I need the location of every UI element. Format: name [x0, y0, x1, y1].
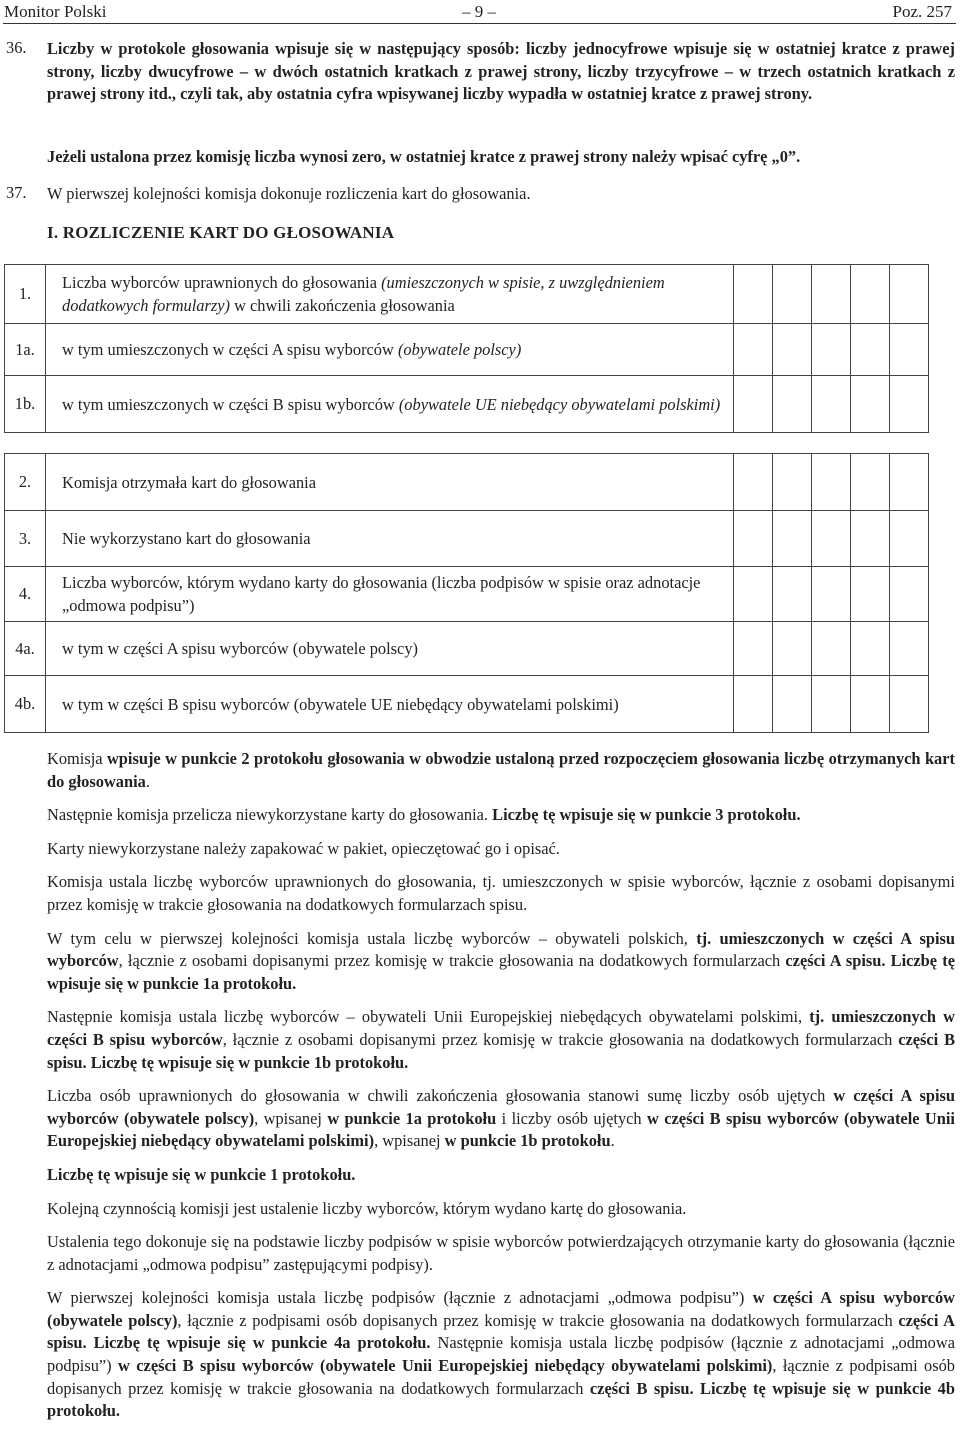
digit-box[interactable]: [890, 454, 929, 511]
ballots-table: [4, 453, 929, 733]
paragraph: Liczba osób uprawnionych do głosowania w chwili zakończenia głosowania stanowi sumę liczby osób ujętych w części A spisu wyborców (obywatele polscy), wpisanej w punkcie 1a protokołu i liczby osób ujętych w części B spisu wyborców (obywatele Unii Europejskiej niebędący obywatelami polskimi), wpisanej w punkcie 1b protokołu.: [47, 1086, 955, 1151]
digit-box[interactable]: [812, 622, 851, 676]
digit-box[interactable]: [734, 511, 773, 567]
digit-box[interactable]: [890, 511, 929, 567]
digit-box[interactable]: [734, 265, 773, 324]
digit-box[interactable]: [773, 622, 812, 676]
paragraph: Karty niewykorzystane należy zapakować w pakiet, opieczętować go i opisać.: [47, 838, 560, 858]
table-row: [5, 567, 929, 622]
digit-box[interactable]: [851, 622, 890, 676]
table-row: [5, 676, 929, 733]
table-row: [5, 454, 929, 511]
digit-box[interactable]: [734, 324, 773, 376]
paragraph: Ustalenia tego dokonuje się na podstawie liczby podpisów w spisie wyborców potwierdzających otrzymanie karty do głosowania (łącznie z adnotacjami „odmowa podpisu” zastępującymi podpisy).: [47, 1232, 955, 1274]
digit-box[interactable]: [812, 376, 851, 433]
digit-box[interactable]: [890, 324, 929, 376]
table-row: [5, 265, 929, 324]
table-row: [5, 511, 929, 567]
digit-box[interactable]: [773, 676, 812, 733]
row-label: Nie wykorzystano kart do głosowania: [46, 511, 734, 567]
row-number: 3.: [5, 511, 46, 567]
row-number: 4.: [5, 567, 46, 622]
row-label: Liczba wyborców, którym wydano karty do głosowania (liczba podpisów w spisie oraz adnotacje „odmowa podpisu”): [46, 567, 734, 622]
row-number: 1a.: [5, 324, 46, 376]
digit-box[interactable]: [851, 265, 890, 324]
paragraph: Następnie komisja ustala liczbę wyborców – obywateli Unii Europejskiej niebędących obywatelami polskimi, tj. umieszczonych w części B spisu wyborców, łącznie z osobami dopisanymi przez komisję w trakcie głosowania na dodatkowych formularzach części B spisu. Liczbę tę wpisuje się w punkcie 1b protokołu.: [47, 1007, 956, 1072]
paragraph: Komisja wpisuje w punkcie 2 protokołu głosowania w obwodzie ustaloną przed rozpoczęciem głosowania liczbę otrzymanych kart do głosowania.: [47, 749, 955, 791]
digit-box[interactable]: [851, 324, 890, 376]
instructions-body: [47, 748, 955, 1434]
digit-box[interactable]: [812, 567, 851, 622]
digit-box[interactable]: [773, 324, 812, 376]
digit-box[interactable]: [734, 622, 773, 676]
paragraph: Następnie komisja przelicza niewykorzystane karty do głosowania. Liczbę tę wpisuje się w punkcie 3 protokołu.: [47, 805, 801, 825]
journal-title: Monitor Polski: [4, 2, 107, 21]
digit-box[interactable]: [812, 324, 851, 376]
digit-box[interactable]: [851, 567, 890, 622]
paragraph: Liczbę tę wpisuje się w punkcie 1 protokołu.: [47, 1164, 356, 1184]
digit-box[interactable]: [890, 376, 929, 433]
page-number: – 9 –: [462, 2, 496, 21]
digit-box[interactable]: [851, 454, 890, 511]
row-label: w tym w części B spisu wyborców (obywatele UE niebędący obywatelami polskimi): [46, 676, 734, 733]
digit-box[interactable]: [851, 511, 890, 567]
item-37-number: 37.: [6, 183, 27, 202]
digit-box[interactable]: [734, 454, 773, 511]
paragraph: W tym celu w pierwszej kolejności komisja ustala liczbę wyborców – obywateli polskich, tj. umieszczonych w części A spisu wyborców, łącznie z osobami dopisanymi przez komisję w trakcie głosowania na dodatkowych formularzach części A spisu. Liczbę tę wpisuje się w punkcie 1a protokołu.: [47, 928, 956, 993]
row-number: 4a.: [5, 622, 46, 676]
digit-box[interactable]: [773, 376, 812, 433]
digit-box[interactable]: [773, 265, 812, 324]
digit-box[interactable]: [812, 454, 851, 511]
table-row: [5, 324, 929, 376]
digit-box[interactable]: [890, 265, 929, 324]
digit-box[interactable]: [851, 676, 890, 733]
row-number: 2.: [5, 454, 46, 511]
item-37-text: W pierwszej kolejności komisja dokonuje rozliczenia kart do głosowania.: [47, 184, 531, 203]
position-number: Poz. 257: [892, 2, 952, 21]
section-title: I. ROZLICZENIE KART DO GŁOSOWANIA: [47, 223, 395, 242]
row-label: w tym umieszczonych w części B spisu wyborców (obywatele UE niebędący obywatelami polskimi): [46, 376, 734, 433]
paragraph: Kolejną czynnością komisji jest ustalenie liczby wyborców, którym wydano kartę do głosowania.: [47, 1198, 687, 1218]
digit-box[interactable]: [812, 511, 851, 567]
paragraph: Komisja ustala liczbę wyborców uprawnionych do głosowania, tj. umieszczonych w spisie wyborców, łącznie z osobami dopisanymi przez komisję w trakcie głosowania na dodatkowych formularzach spisu.: [47, 872, 955, 914]
item-36-text: Liczby w protokole głosowania wpisuje się w następujący sposób: liczby jednocyfrowe wpisuje się w ostatniej kratce z prawej strony, liczby dwucyfrowe – w dwóch ostatnich kratkach z prawej strony, liczby trzycyfrowe – w trzech ostatnich kratkach z prawej strony itd., czyli tak, aby ostatnia cyfra wpisywanej liczby wypadła w ostatniej kratce z prawej strony.: [47, 39, 955, 103]
item-36-number: 36.: [6, 38, 27, 57]
row-number: 1.: [5, 265, 46, 324]
table-row: [5, 376, 929, 433]
row-number: 1b.: [5, 376, 46, 433]
digit-box[interactable]: [734, 567, 773, 622]
row-number: 4b.: [5, 676, 46, 733]
digit-box[interactable]: [734, 676, 773, 733]
digit-box[interactable]: [812, 265, 851, 324]
digit-box[interactable]: [890, 567, 929, 622]
digit-box[interactable]: [890, 622, 929, 676]
digit-box[interactable]: [773, 567, 812, 622]
item-36-zero-rule: Jeżeli ustalona przez komisję liczba wynosi zero, w ostatniej kratce z prawej strony należy wpisać cyfrę „0”.: [47, 147, 801, 166]
digit-box[interactable]: [734, 376, 773, 433]
digit-box[interactable]: [851, 376, 890, 433]
voters-table: [4, 264, 929, 433]
paragraph: W pierwszej kolejności komisja ustala liczbę podpisów (łącznie z adnotacjami „odmowa podpisu”) w części A spisu wyborców (obywatele polscy), łącznie z podpisami osób dopisanych przez komisję w trakcie głosowania na dodatkowych formularzach części A spisu. Liczbę tę wpisuje się w punkcie 4a protokołu. Następnie komisja ustala liczbę podpisów (łącznie z adnotacjami „odmowa podpisu”) w części B spisu wyborców (obywatele Unii Europejskiej niebędący obywatelami polskimi), łącznie z podpisami osób dopisanych przez komisję w trakcie głosowania na dodatkowych formularzach części B spisu. Liczbę tę wpisuje się w punkcie 4b protokołu.: [47, 1288, 955, 1421]
digit-box[interactable]: [773, 454, 812, 511]
row-label: w tym umieszczonych w części A spisu wyborców (obywatele polscy): [46, 324, 734, 376]
row-label: Komisja otrzymała kart do głosowania: [46, 454, 734, 511]
page-header: [0, 0, 960, 24]
row-label: w tym w części A spisu wyborców (obywatele polscy): [46, 622, 734, 676]
digit-box[interactable]: [812, 676, 851, 733]
row-label: Liczba wyborców uprawnionych do głosowania (umieszczonych w spisie, z uwzględnieniem dodatkowych formularzy) w chwili zakończenia głosowania: [46, 265, 734, 324]
digit-box[interactable]: [890, 676, 929, 733]
header-rule: [3, 23, 956, 24]
table-row: [5, 622, 929, 676]
digit-box[interactable]: [773, 511, 812, 567]
